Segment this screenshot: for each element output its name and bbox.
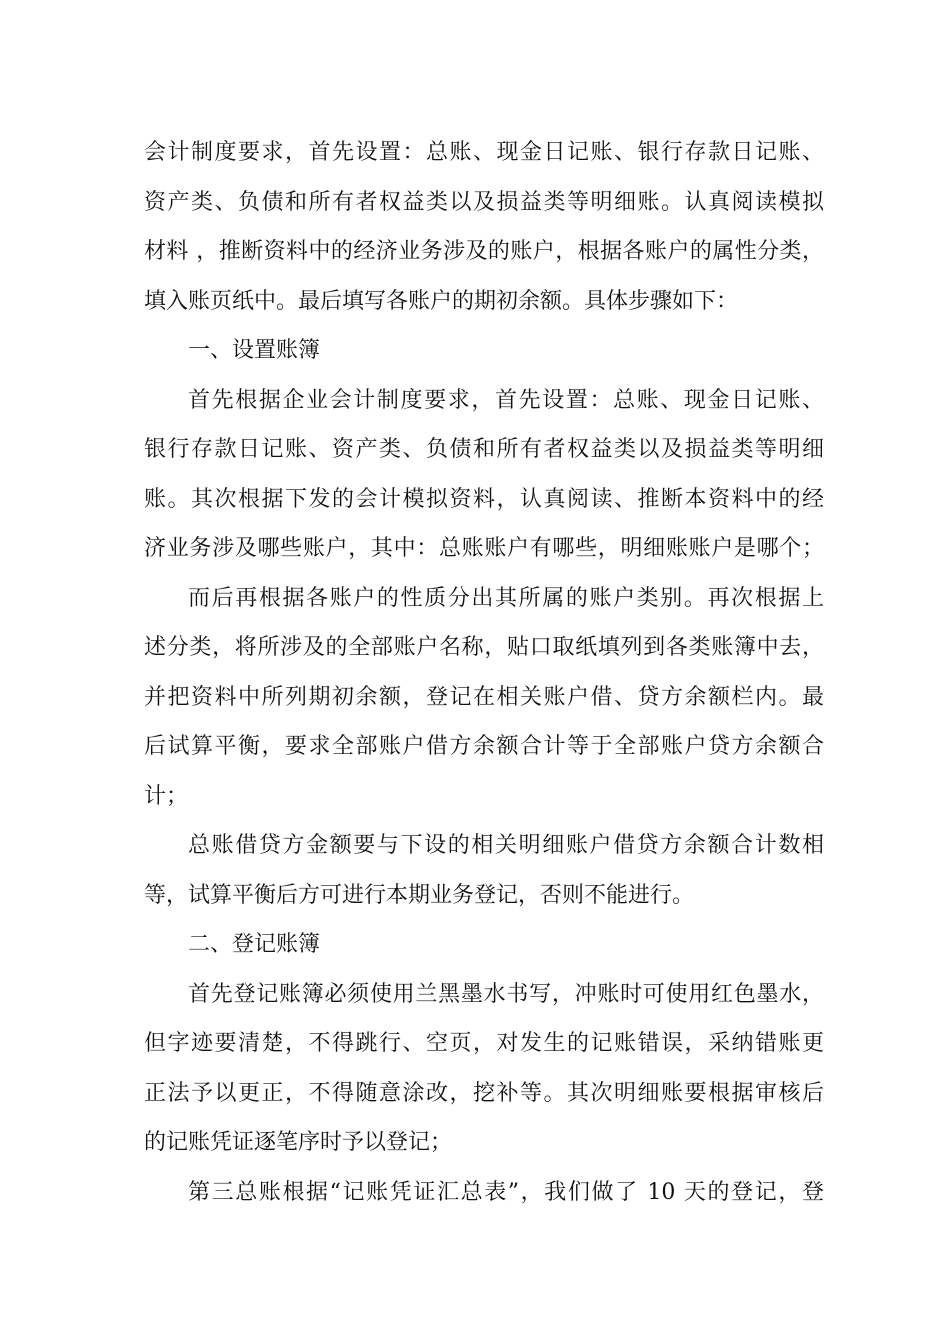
text-line: 首先登记账簿必须使用兰黑墨水书写，冲账时可使用红色墨水， — [188, 981, 824, 1007]
text-line: 会计制度要求，首先设置：总账、现金日记账、银行存款日记账、 — [144, 140, 824, 165]
text-line: 但字迹要清楚，不得跳行、空页，对发生的记账错误，采纳错账更 — [144, 1031, 824, 1056]
text-line: 济业务涉及哪些账户，其中：总账账户有哪些，明细账账户是哪个； — [144, 536, 824, 561]
text-line: 计； — [144, 783, 189, 809]
text-line: 材料 ，推断资料中的经济业务涉及的账户，根据各账户的属性分类， — [144, 239, 824, 264]
text-line: 账。其次根据下发的会计模拟资料，认真阅读、推断本资料中的经 — [144, 486, 824, 512]
text-line: 第三总账根据“记账凭证汇总表”，我们做了 10 天的登记，登 — [188, 1179, 824, 1205]
text-line: 的记账凭证逐笔序时予以登记； — [144, 1130, 453, 1155]
text-line: 并把资料中所列期初余额，登记在相关账户借、贷方余额栏内。最 — [144, 684, 824, 710]
text-line: 述分类，将所涉及的全部账户名称，贴口取纸填列到各类账簿中去， — [144, 635, 824, 660]
text-line: 后试算平衡，要求全部账户借方余额合计等于全部账户贷方余额合 — [144, 734, 824, 759]
section-heading: 一、设置账簿 — [188, 338, 321, 363]
text-line: 正法予以更正，不得随意涂改，挖补等。其次明细账要根据审核后 — [144, 1080, 824, 1106]
text-line: 而后再根据各账户的性质分出其所属的账户类别。再次根据上 — [188, 585, 824, 611]
text-line: 等，试算平衡后方可进行本期业务登记，否则不能进行。 — [144, 882, 695, 908]
text-line: 银行存款日记账、资产类、负债和所有者权益类以及损益类等明细 — [144, 437, 824, 462]
text-line: 首先根据企业会计制度要求，首先设置：总账、现金日记账、 — [188, 387, 824, 413]
section-heading: 二、登记账簿 — [188, 932, 321, 957]
text-line: 总账借贷方金额要与下设的相关明细账户借贷方余额合计数相 — [188, 833, 824, 858]
document-body — [144, 128, 824, 1217]
text-line: 填入账页纸中。最后填写各账户的期初余额。具体步骤如下： — [144, 288, 739, 314]
text-line: 资产类、负债和所有者权益类以及损益类等明细账。认真阅读模拟 — [144, 189, 824, 215]
